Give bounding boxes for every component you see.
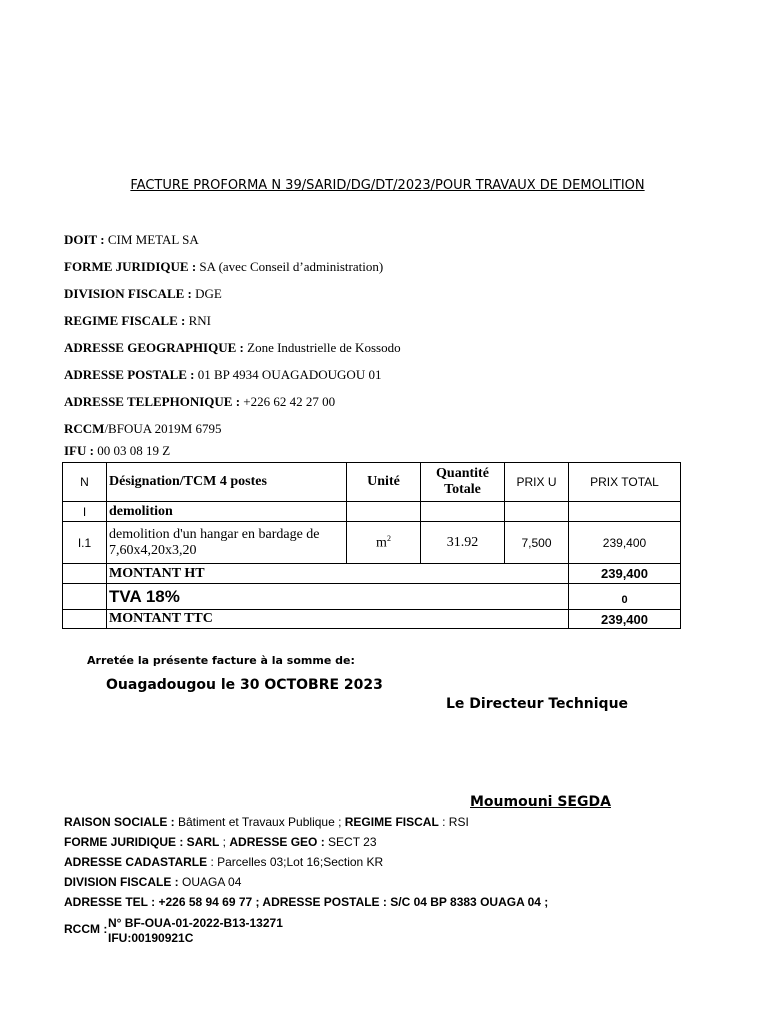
item-prix-total: 239,400 — [569, 522, 681, 564]
header-quantite: Quantité Totale — [421, 463, 505, 502]
header-unite: Unité — [347, 463, 421, 502]
montant-ht-value: 239,400 — [569, 564, 681, 584]
footer-rccm-label: RCCM : — [64, 922, 108, 936]
signatory-name: Moumouni SEGDA — [470, 794, 611, 810]
document-title: FACTURE PROFORMA N 39/SARID/DG/DT/2023/POUR TRAVAUX DE DEMOLITION — [130, 178, 645, 193]
item-prix-u: 7,500 — [505, 522, 569, 564]
item-number: I.1 — [63, 522, 107, 564]
client-forme-juridique: FORME JURIDIQUE : SA (avec Conseil d’administration) — [64, 259, 384, 274]
tva-value: 0 — [569, 584, 681, 610]
footer-division-fiscale: DIVISION FISCALE : OUAGA 04 — [64, 875, 242, 889]
footer-rccm-value: N° BF-OUA-01-2022-B13-13271 — [108, 916, 283, 930]
montant-ht-label: MONTANT HT — [107, 564, 569, 584]
header-n: N — [63, 463, 107, 502]
place-date: Ouagadougou le 30 OCTOBRE 2023 — [106, 677, 383, 693]
section-row — [63, 502, 681, 522]
arretee-text: Arretée la présente facture à la somme de: — [87, 654, 355, 667]
client-doit: DOIT : CIM METAL SA — [64, 232, 199, 247]
client-division-fiscale: DIVISION FISCALE : DGE — [64, 286, 222, 301]
montant-ttc-row — [63, 610, 681, 629]
table-row — [63, 522, 681, 564]
tva-label: TVA 18% — [107, 584, 569, 610]
header-designation: Désignation/TCM 4 postes — [107, 463, 347, 502]
item-unite: $m^2$ — [347, 522, 421, 564]
footer-adresse-cadastrale: ADRESSE CADASTARLE : Parcelles 03;Lot 16;Section KR — [64, 855, 384, 869]
item-designation: demolition d'un hangar en bardage de 7,60x4,20x3,20 — [107, 522, 347, 564]
client-adresse-postale: ADRESSE POSTALE : 01 BP 4934 OUAGADOUGOU 01 — [64, 367, 382, 382]
montant-ht-row — [63, 564, 681, 584]
tva-row — [63, 584, 681, 610]
footer-forme-juridique: FORME JURIDIQUE : SARL ; ADRESSE GEO : SECT 23 — [64, 835, 377, 849]
table-header-row — [63, 463, 681, 502]
client-regime-fiscale: REGIME FISCALE : RNI — [64, 313, 211, 328]
section-label: demolition — [107, 502, 347, 522]
footer-raison-sociale: RAISON SOCIALE : Bâtiment et Travaux Publique ; REGIME FISCAL : RSI — [64, 815, 469, 829]
client-ifu: IFU : 00 03 08 19 Z — [64, 443, 171, 458]
header-prix-total: PRIX TOTAL — [569, 463, 681, 502]
invoice-table — [62, 462, 681, 629]
montant-ttc-value: 239,400 — [569, 610, 681, 629]
signatory-title: Le Directeur Technique — [446, 696, 629, 712]
section-number: I — [63, 502, 107, 522]
client-adresse-geographique: ADRESSE GEOGRAPHIQUE : Zone Industrielle de Kossodo — [64, 340, 401, 355]
client-adresse-telephonique: ADRESSE TELEPHONIQUE : +226 62 42 27 00 — [64, 394, 336, 409]
client-rccm: RCCM/BFOUA 2019M 6795 — [64, 421, 222, 436]
montant-ttc-label: MONTANT TTC — [107, 610, 569, 629]
footer-adresse-tel: ADRESSE TEL : +226 58 94 69 77 ; ADRESSE POSTALE : S/C 04 BP 8383 OUAGA 04 ; — [64, 895, 549, 909]
footer-ifu: IFU:00190921C — [108, 931, 194, 945]
item-quantite: 31.92 — [421, 522, 505, 564]
header-prix-u: PRIX U — [505, 463, 569, 502]
